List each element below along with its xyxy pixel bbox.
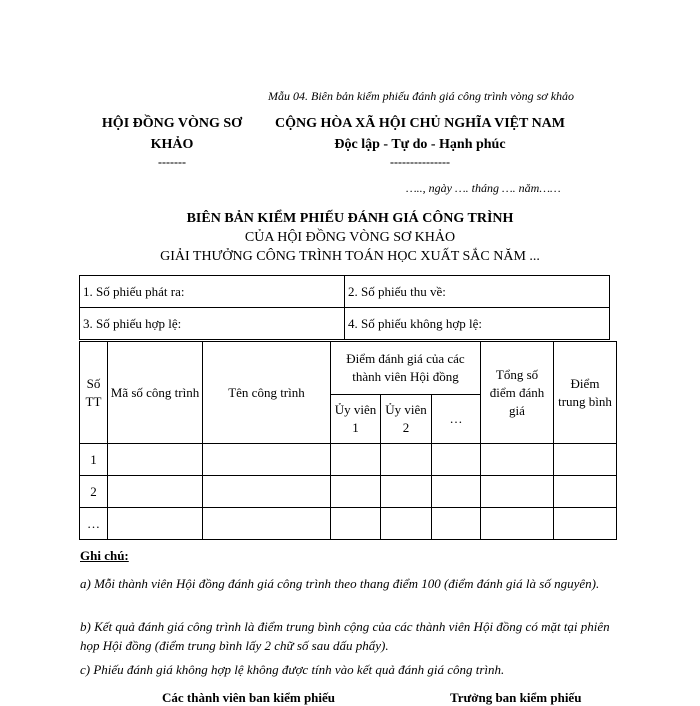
signature-label-members: Các thành viên ban kiểm phiếu bbox=[162, 690, 336, 705]
council-header bbox=[86, 113, 258, 169]
table-cell bbox=[203, 444, 331, 476]
row-number: 1 bbox=[80, 444, 108, 476]
table-row bbox=[80, 508, 617, 540]
council-divider: ------- bbox=[158, 155, 186, 169]
table-cell bbox=[331, 444, 381, 476]
council-name-line2: KHẢO bbox=[150, 137, 194, 152]
document-title: BIÊN BẢN KIỂM PHIẾU ĐÁNH GIÁ CÔNG TRÌNH bbox=[186, 211, 514, 226]
ballots-collected-cell: 2. Số phiếu thu về: bbox=[345, 276, 610, 308]
table-row bbox=[80, 476, 617, 508]
table-row bbox=[80, 308, 610, 340]
table-cell bbox=[203, 476, 331, 508]
col-header-member-1: Ủy viên 1 bbox=[331, 395, 381, 444]
table-header-row bbox=[80, 342, 617, 395]
table-cell bbox=[481, 508, 554, 540]
table-cell bbox=[381, 508, 432, 540]
col-header-member-2: Ủy viên 2 bbox=[381, 395, 432, 444]
table-cell bbox=[203, 508, 331, 540]
national-divider: --------------- bbox=[390, 155, 450, 169]
table-cell bbox=[432, 444, 481, 476]
table-row bbox=[80, 276, 610, 308]
document-award-line: GIẢI THƯỞNG CÔNG TRÌNH TOÁN HỌC XUẤT SẮC NĂM ... bbox=[160, 249, 540, 264]
table-cell bbox=[432, 508, 481, 540]
ballots-invalid-cell: 4. Số phiếu không hợp lệ: bbox=[345, 308, 610, 340]
date-line: ….., ngày …. tháng …. năm…… bbox=[406, 181, 561, 195]
table-cell bbox=[331, 508, 381, 540]
table-cell bbox=[381, 444, 432, 476]
national-motto: Độc lập - Tự do - Hạnh phúc bbox=[334, 137, 506, 152]
col-header-code: Mã số công trình bbox=[108, 342, 203, 444]
table-cell bbox=[331, 476, 381, 508]
col-header-no: Số TT bbox=[80, 342, 108, 444]
notes-title: Ghi chú: bbox=[80, 548, 129, 563]
note-a: a) Mỗi thành viên Hội đồng đánh giá công trình theo thang điểm 100 (điểm đánh giá là số nguyên). bbox=[80, 576, 600, 591]
row-number: … bbox=[80, 508, 108, 540]
table-cell bbox=[554, 476, 617, 508]
ballot-count-table bbox=[79, 275, 610, 340]
note-b: b) Kết quả đánh giá công trình là điểm trung bình cộng của các thành viên Hội đồng có mặt tại phiên họp Hội đồng (điểm trung bình lấy 2 chữ số sau dấu phẩy). bbox=[80, 619, 610, 653]
table-cell bbox=[432, 476, 481, 508]
form-code: Mẫu 04. Biên bản kiểm phiếu đánh giá công trình vòng sơ khảo bbox=[268, 89, 575, 103]
ballots-issued-cell: 1. Số phiếu phát ra: bbox=[80, 276, 345, 308]
table-cell bbox=[481, 476, 554, 508]
col-header-member-more: … bbox=[432, 395, 481, 444]
note-c: c) Phiếu đánh giá không hợp lệ không được tính vào kết quả đánh giá công trình. bbox=[80, 662, 505, 677]
table-cell bbox=[108, 476, 203, 508]
signature-label-head: Trưởng ban kiểm phiếu bbox=[450, 690, 582, 705]
col-header-name: Tên công trình bbox=[203, 342, 331, 444]
table-cell bbox=[554, 508, 617, 540]
col-header-average: Điểm trung bình bbox=[554, 342, 617, 444]
document-subtitle: CỦA HỘI ĐỒNG VÒNG SƠ KHẢO bbox=[244, 230, 456, 245]
council-name-line1: HỘI ĐỒNG VÒNG SƠ bbox=[101, 116, 243, 131]
table-row bbox=[80, 444, 617, 476]
table-cell bbox=[108, 508, 203, 540]
score-table bbox=[79, 341, 617, 540]
table-cell bbox=[481, 444, 554, 476]
table-cell bbox=[108, 444, 203, 476]
col-header-member-scores: Điểm đánh giá của các thành viên Hội đồng bbox=[331, 342, 481, 395]
table-cell bbox=[554, 444, 617, 476]
table-cell bbox=[381, 476, 432, 508]
row-number: 2 bbox=[80, 476, 108, 508]
national-header bbox=[270, 113, 570, 169]
national-name: CỘNG HÒA XÃ HỘI CHỦ NGHĨA VIỆT NAM bbox=[274, 116, 565, 131]
ballots-valid-cell: 3. Số phiếu hợp lệ: bbox=[80, 308, 345, 340]
col-header-total: Tổng số điểm đánh giá bbox=[481, 342, 554, 444]
